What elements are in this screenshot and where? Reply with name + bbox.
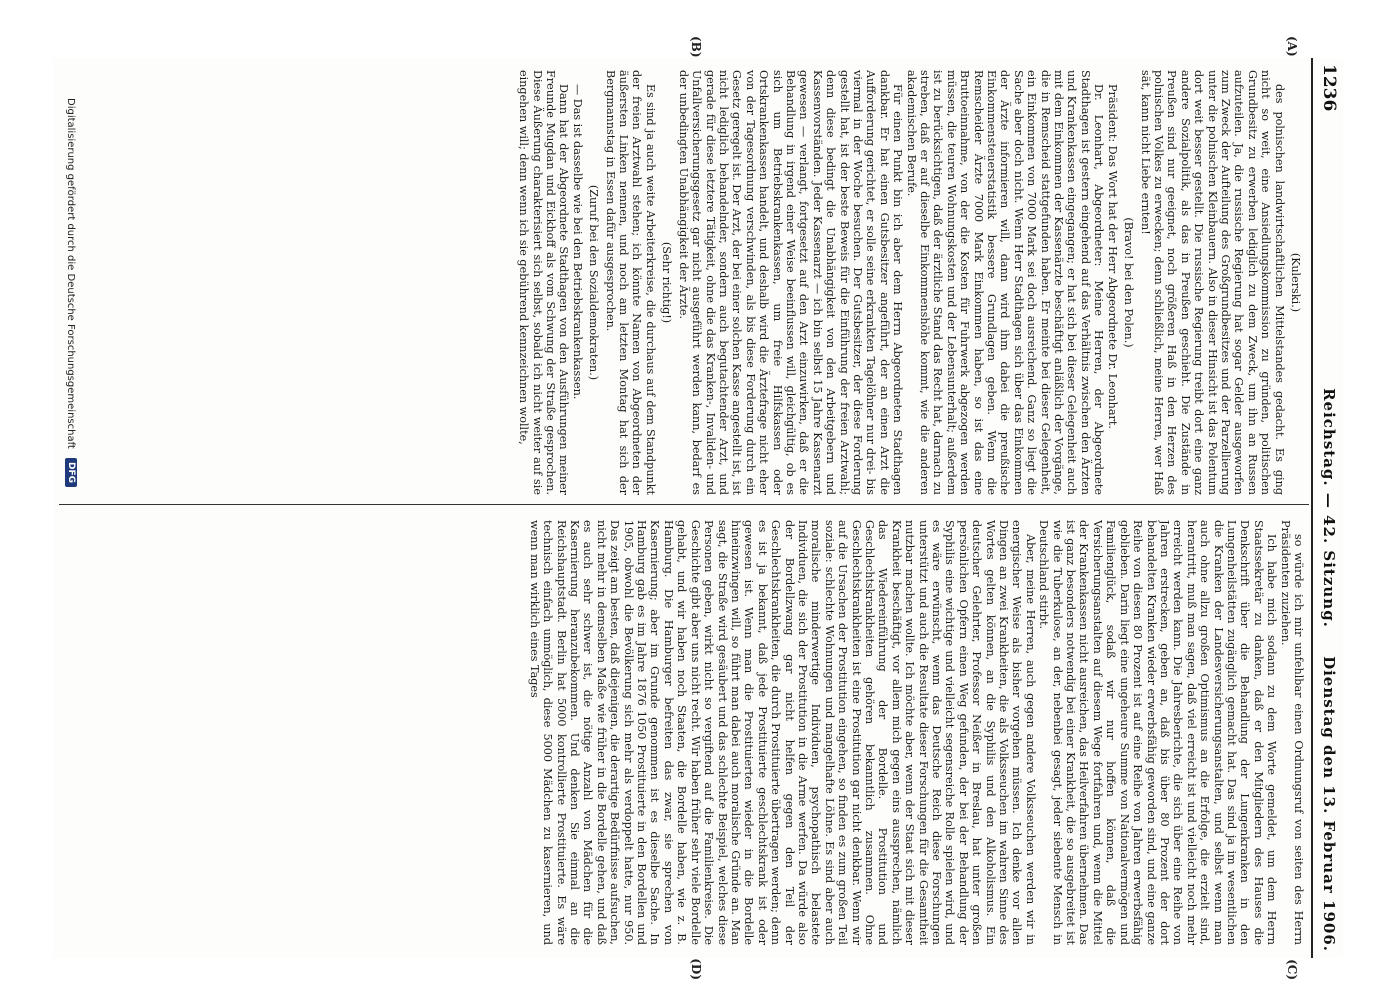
digitization-credit (59, 98, 77, 487)
header-rule (1311, 58, 1313, 958)
applause-note: (Bravo! bei den Polen.) (1122, 217, 1136, 348)
margin-marker-d: (D) (689, 958, 703, 980)
paragraph: des polnischen landwirtschaftlichen Mittelstandes gedacht. Es ging nicht so weit, eine Ansiedlungskommission zu gründen, politischen Grundbesitz zu erwerben lediglich zu dem Zweck, um ihn an Russen aufzuteilen. Ja, die russische Regierung hat sogar Gelder ausgeworfen zum Zweck der Aufteilung des Großgrundbesitzes und der Parzellierung unter die polnischen Kleinbauern. Also in dieser Hinsicht ist das Polentum dort weit besser gestellt. Die russische Regierung treibt dort eine ganz andere Sozialpolitik, als das in Preußen geschieht. Die Zustände in Preußen sind nur geeignet, noch größeren Haß in den Herzen des polnischen Volkes zu erwecken; denn schließlich, meine Herren, wer Haß sät, kann nicht Liebe ernten! (1138, 70, 1286, 495)
page-title: Reichstag. — 42. Sitzung. (1320, 388, 1338, 628)
column-divider (59, 504, 1309, 505)
margin-marker-a: (A) (1285, 36, 1299, 57)
session-date: Dienstag den 13. Februar 1906. (1320, 656, 1338, 952)
page-header (1315, 58, 1343, 958)
margin-marker-c: (C) (1285, 959, 1299, 980)
paragraph: Aber, meine Herren, auch gegen andere Volksseuchen werden wir in energischer Weise als bisher vorgehen müssen. Ich denke vor allen Dingen an zwei Krankheiten, die als Volksseuchen im wahren Sinne des Wortes gelten können, an die Syphilis und den Alkoholismus. Ein deutscher Gelehrter, Professor Neißer in Breslau, hat unter großen persönlichen Opfern einen Weg gefunden, der bei der Behandlung der Syphilis eine wichtige und vielleicht segensreiche Rolle spielen wird, und es wäre erwünscht, wenn das Deutsche Reich diese Forschungen unterstützt und auch die Resultate dieser Forschungen für die Gesamtheit nutzbar machen wollte. Ich möchte aber, wenn der Staat sich mit dieser Krankheit beschäftigt, vor allem mich gegen eins aussprechen, nämlich das Wiedereinführung der Bordelle. Prostitution und Geschlechtskrankheiten gehören bekanntlich zusammen. Ohne Geschlechtskrankheiten ist eine Prostitution gar nicht denkbar. Wenn wir auf die Ursachen der Prostitution eingehen, so finden es zum großen Teil soziale: schlechte Wohnungen und mangelhafte Löhne. Es sind aber auch moralische minderwertige Individuen, psychopathisch belastete Individuen, die sich der Prostitution in die Arme werfen. Da würde also der Bordellzwang gar nicht helfen gegen den Teil der Geschlechtskrankheiten, die durch Prostituierte übertragen werden; denn es ist ja bekannt, daß jede Prostituierte geschlechtskrank ist oder gewesen ist. Wenn man die Prostituierten wieder in die Bordelle hineinzwingen will, so führt man dabei auch moralische Gründe an. Man sagt, die Straße wird gesäubert und das schlechte Beispiel, welches diese Personen geben, wirkt nicht so vergiftend auf die Familienkreise. Die Geschichte gibt aber uns nicht recht. Wir haben früher sehr viele Bordelle gehabt, und wir haben noch Staaten, die Bordelle haben, wie z. B. Hamburg. Die Hamburger befreiten das zwar, sie sprechen von Kasernierung; aber im Grunde genommen ist es dieselbe Sache. In Hamburg gab es im Jahre 1876 1050 Prostituierte in den Bordellen und 1905, obwohl die Bevölkerung sich mehr als verdoppelt hatte, nur 950. Das zeigt am besten, daß diejenigen, die derartige Bedürfnisse aufsuchen, nicht mehr in demselben Maße wie früher in die Bordelle gehen, und daß es auch sehr schwer ist, die nötige Anzahl von Mädchen für die Kasernierung heranzubekommen. Und denken Sie einmal an die Reichshauptstadt. Berlin hat 5000 kontrollierte Prostituierte. Es wäre technisch einfach unmöglich, diese 5000 Mädchen zu kasernieren, und wenn man wirklich eines Tages (527, 520, 1037, 945)
left-column (60, 70, 1305, 495)
paragraph: — Das ist dasselbe wie bei den Betriebskrankenkassen. (570, 84, 584, 400)
applause-note: (Sehr richtig!) (660, 241, 674, 324)
speaker-tag: (Kulerski.) (1289, 252, 1302, 313)
paragraph: Es sind ja auch weite Arbeiterkreise, die durchaus auf dem Standpunkt der freien Arztwahl stehen; ich könnte Namen von Abgeordneten der äußersten Linken nennen, und noch am letzten Montag hat sich der Bergmannstag in Essen dafür ausgesprochen. (603, 70, 657, 495)
right-column (60, 520, 1305, 945)
page-number: 1236 (1319, 64, 1339, 112)
credit-text: Digitalisierung gefördert durch die Deutsche Forschungsgemeinschaft (65, 98, 76, 449)
paragraph: Dr. Leonhart, Abgeordneter: Meine Herren, der Abgeordnete Stadthagen ist gestern eingehend auf das Verhältnis zwischen den Ärzten und Krankenkassen eingegangen; er hat sich bei dieser Gelegenheit auch mit dem Einkommen der Kassenärzte beschäftigt anläßlich der Vorgänge, die in Remscheid stattgefunden haben. Er meinte bei dieser Gelegenheit, ein Einkommen von 7000 Mark sei doch ausreichend. Ganz so liegt die Sache aber doch nicht. Wenn Herr Stadthagen sich über das Einkommen der Ärzte informieren will, dann wird ihm dabei die preußische Einkommensteuerstatistik bessere Grundlagen geben. Wenn die Remscheider Ärzte 7000 Mark Einkommen haben, so ist das eine Bruttoeinnahme, von der die Kosten für Fuhrwerk abgezogen werden müssen, die teuren Wohnungskosten und der Lebensunterhalt; außerdem ist zu berücksichtigen, daß der ärztliche Stand das Recht hat, darnach zu streben, daß er auf dieselbe Einkommenshöhe kommt, wie die anderen akademischen Berufe. (904, 70, 1106, 495)
president-line: Präsident: Das Wort hat der Herr Abgeordnete Dr. Leonhart. (1105, 84, 1119, 429)
paragraph: Ich habe mich sodann zu dem Worte gemeldet, um dem Herrn Staatssekretär zu danken, daß er den Mitgliedern des Hauses die Denkschrift über die Behandlung der Lungenkranken in den Lungenheilstätten zugänglich gemacht hat. Das sind ja im wesentlichen die Kranken der Landesversicherungsanstalten, und selbst wenn man auch ohne allzu großen Optimismus an die Erfolge, die erzielt sind, herantritt, muß man sagen, daß viel erreicht ist und vielleicht noch mehr erreicht werden kann. Die Jahresberichte, die sich über eine Reihe von Jahren erstrecken, geben an, daß bis über 80 Prozent der dort behandelten Kranken wieder erwerbsfähig geworden sind, und eine ganze Reihe von diesen 80 Prozent ist auf eine Reihe von Jahren erwerbsfähig geblieben. Darin liegt eine ungeheure Summe von Nationalvermögen und Familienglück, sodaß wir nur hoffen können, daß die Versicherungsanstalten auf diesem Wege fortfahren und, wenn die Mittel der Krankenkassen nicht ausreichen, das Heilverfahren übernehmen. Das ist ganz besonders notwendig bei einer Krankheit, die so ausgebreitet ist wie die Tuberkulose, an der, nebenbei gesagt, jeder siebente Mensch in Deutschland stirbt. (1037, 520, 1279, 945)
paragraph: so würde ich mir unfehlbar einen Ordnungsruf von seiten des Herrn Präsidenten zuziehen. (1278, 520, 1305, 945)
paragraph: Dann hat der Abgeordnete Stadthagen von den Ausführungen meiner Freunde Mugdan und Eickhoff als vom Schwung der Straße gesprochen. Diese Äußerung charakterisiert sich selbst, sobald ich nicht weiter auf sie eingehen will; denn wenn ich sie gebührend kennzeichnen wollte, (517, 70, 571, 495)
margin-marker-b: (B) (689, 36, 703, 58)
document-page (53, 36, 1343, 980)
dfg-logo: DFG (65, 458, 77, 487)
paragraph: Für einen Punkt bin ich aber dem Herrn Abgeordneten Stadthagen dankbar. Er hat einen Gutsbesitzer angeführt, der an einen Arzt die Aufforderung gerichtet, er solle seine erkrankten Tagelöhner nur drei- bis viermal in der Woche besuchen. Der Gutsbesitzer, der diese Forderung gestellt hat, ist der beste Beweis für die Einführung der freien Arztwahl; denn diese bedingt die Unabhängigkeit von den Arbeitgebern und Kassenvorständen. Jeder Kassenarzt — ich bin selbst 15 Jahre Kassenarzt gewesen — verlangt, fortgesetzt auf den Arzt einzuwirken, daß er die Behandlung in irgend einer Weise beeinflussen will, gleichgültig, ob es sich um Betriebskrankenkassen, um freie Hilfskassen oder Ortskrankenkassen handelt, und deshalb wird die Ärztefrage nicht eher von der Tagesordnung verschwinden, als bis diese Forderung durch ein Gesetz geregelt ist. Der Arzt, der bei einer solchen Kasse angestellt ist, ist nicht lediglich behandelnder, sondern auch begutachtender Arzt, und gerade für diese letztere Tätigkeit, ohne die das Kranken-, Invaliden- und Unfallversicherungsgesetz gar nicht ausgeführt werden kann, bedarf es der unbedingten Unabhängigkeit der Ärzte. (676, 70, 905, 495)
interjection-note: (Zuruf bei den Sozialdemokraten.) (587, 184, 601, 381)
